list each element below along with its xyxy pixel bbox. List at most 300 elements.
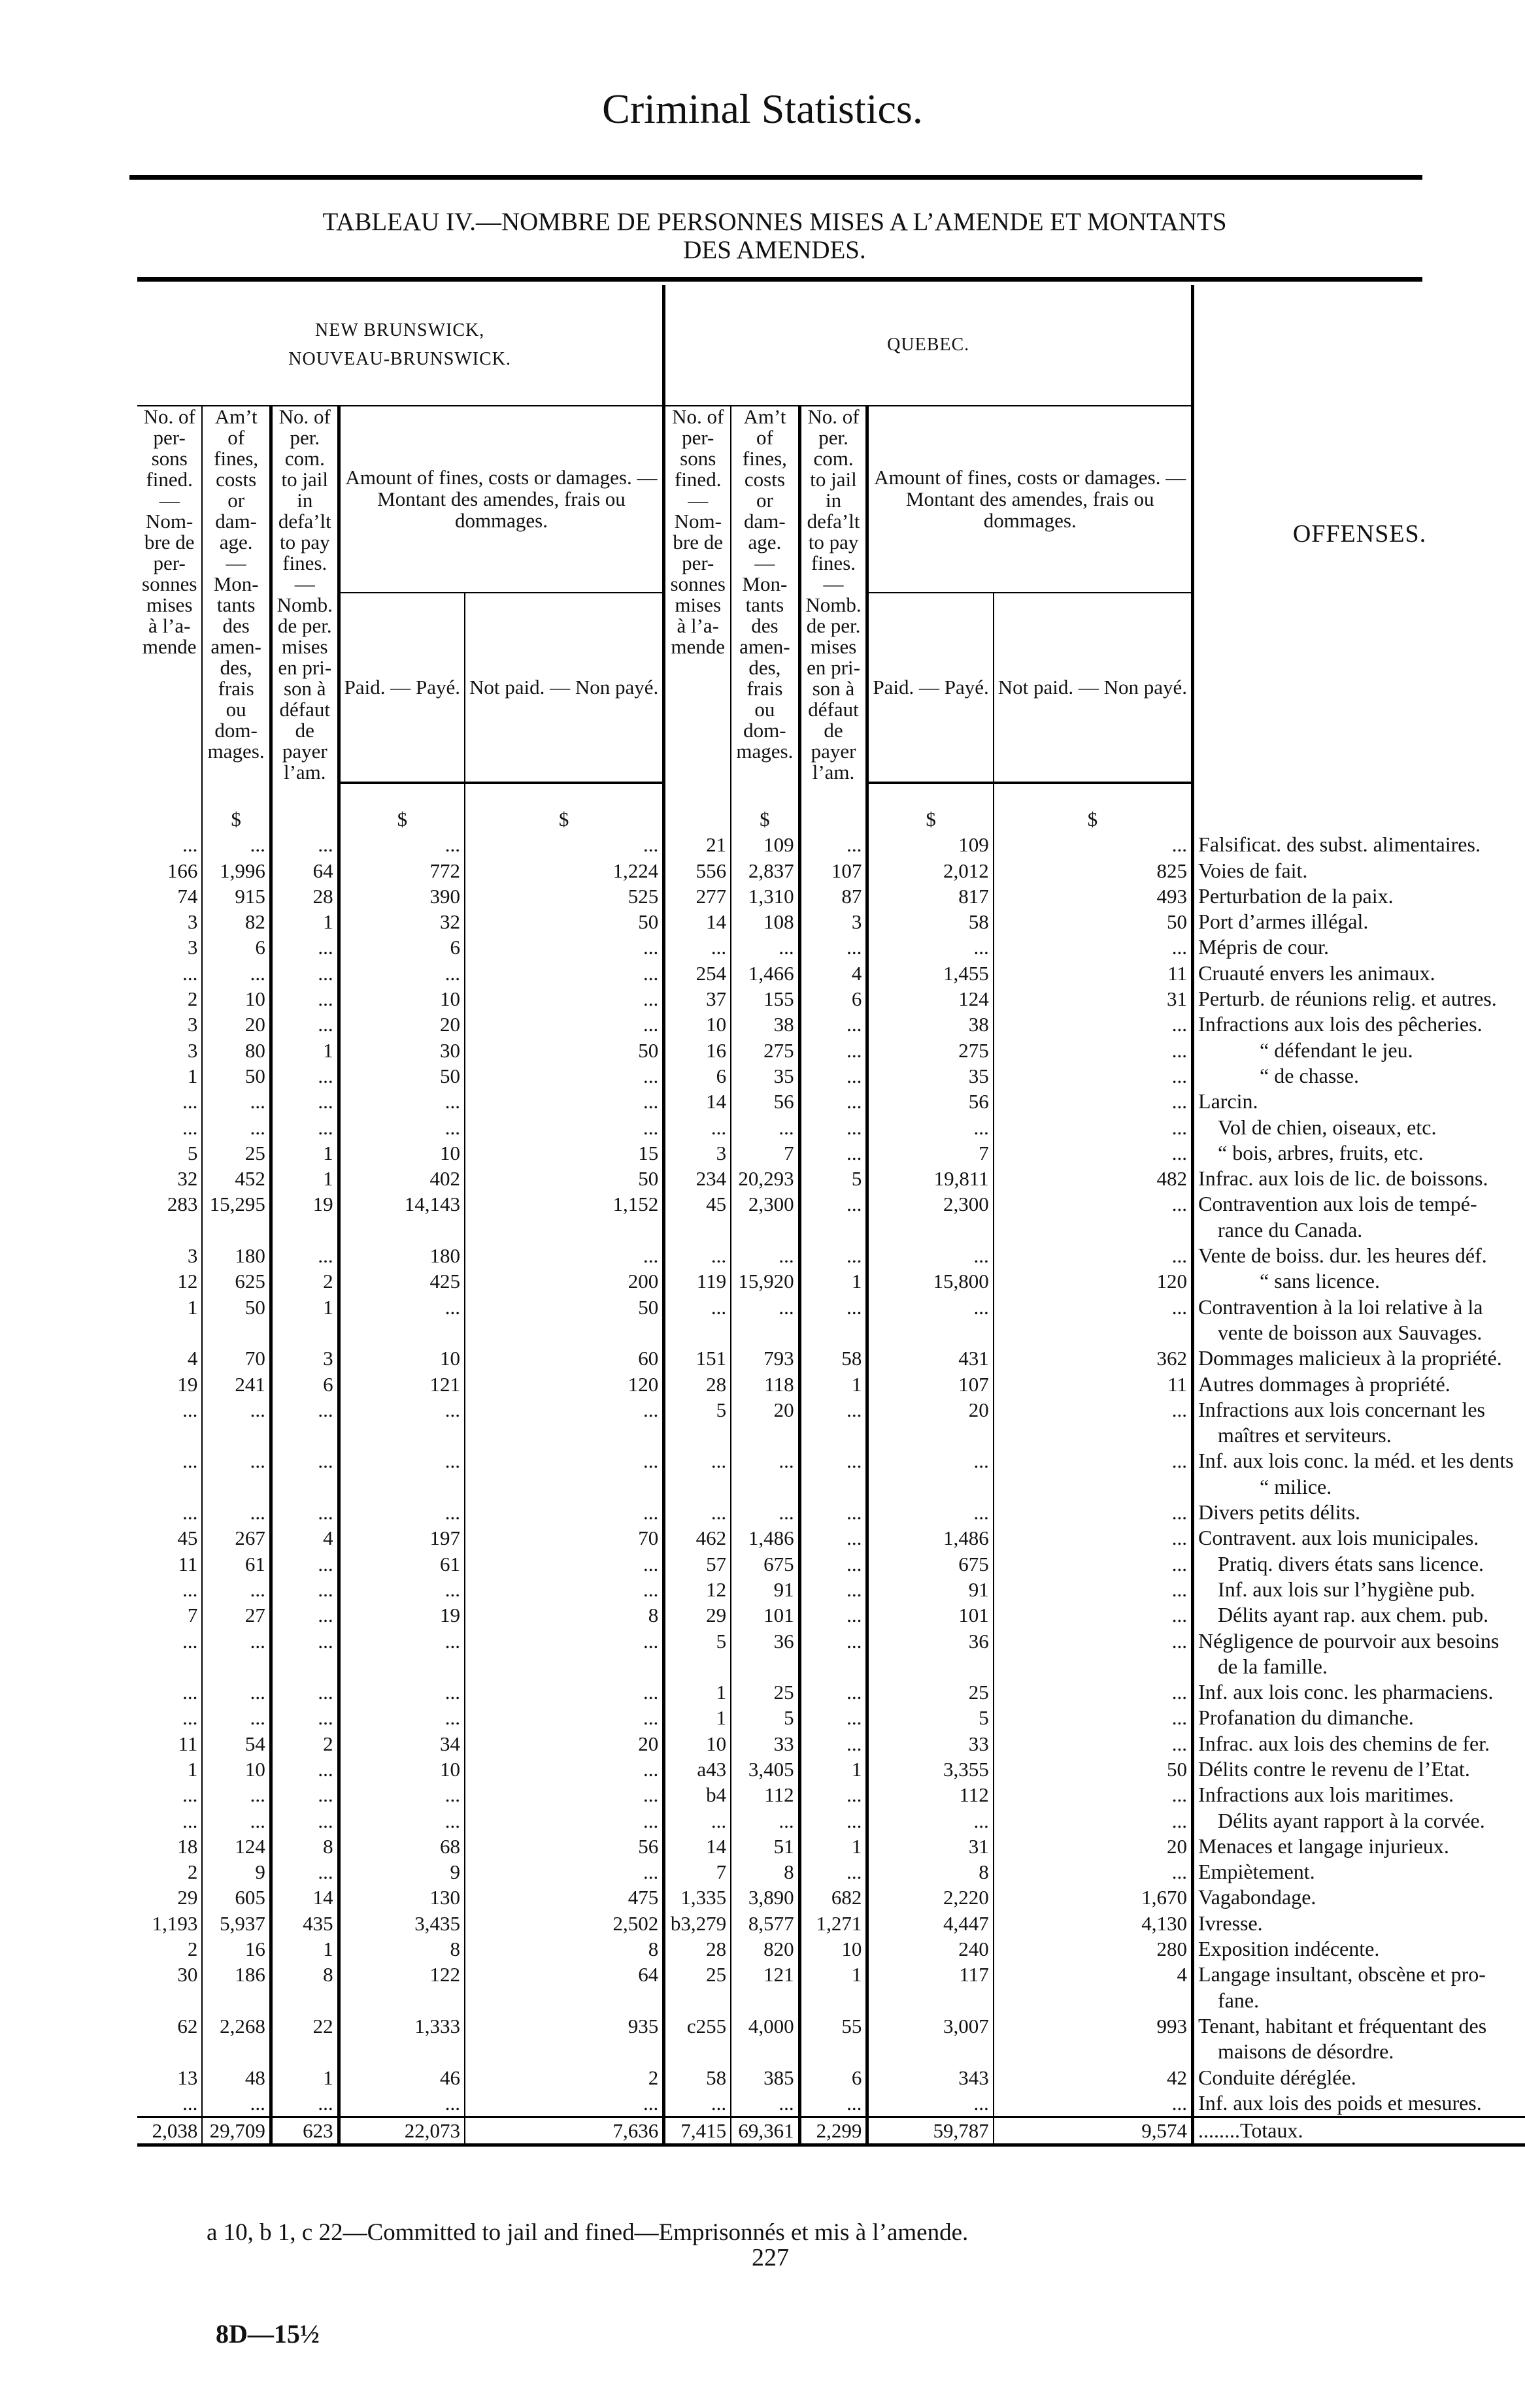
header-qc-amount-paid-unpaid: Amount of fines, costs or damages. — Montant des amendes, frais ou dommages. <box>867 406 1193 593</box>
nb-persons-fined-cell: 1 <box>137 1063 202 1089</box>
qc-amount-paid-cell: 431 <box>867 1345 994 1371</box>
qc-amount-not-paid-cell: ... <box>994 1191 1193 1217</box>
qc-amount-fines-cell <box>731 2039 799 2064</box>
qc-persons-fined-cell: 58 <box>664 2065 731 2090</box>
nb-amount-paid-cell: ... <box>339 1577 465 1602</box>
nb-persons-fined-cell <box>137 1320 202 1345</box>
table-row <box>137 961 1525 986</box>
nb-amount-not-paid-cell: ... <box>465 1679 664 1705</box>
qc-committed-jail-cell: ... <box>799 1243 867 1268</box>
statistics-table <box>137 285 1525 2147</box>
nb-committed-jail-cell: 2 <box>271 1268 339 1294</box>
qc-amount-not-paid-cell: 11 <box>994 1372 1193 1397</box>
nb-amount-paid-cell: 180 <box>339 1243 465 1268</box>
qc-amount-not-paid-cell: 825 <box>994 858 1193 883</box>
qc-committed-jail-cell <box>799 2039 867 2064</box>
header-qc-committed-jail: No. of per. com. to jail in defa’lt to pay fines. — Nomb. de per. mises en pri- son à défaut de payer l’am. <box>799 406 867 783</box>
qc-committed-jail-cell: 1 <box>799 1834 867 1859</box>
nb-amount-paid-cell: 3,435 <box>339 1911 465 1936</box>
nb-persons-fined-cell: 166 <box>137 858 202 883</box>
qc-amount-fines-cell <box>731 1654 799 1679</box>
offense-label: Délits ayant rapport à la corvée. <box>1218 1808 1485 1832</box>
nb-amount-not-paid-cell: ... <box>465 1012 664 1037</box>
nb-amount-paid-cell: ... <box>339 961 465 986</box>
nb-amount-not-paid-cell: ... <box>465 1705 664 1730</box>
nb-persons-fined-cell: ... <box>137 832 202 857</box>
nb-amount-not-paid-cell: ... <box>465 1089 664 1114</box>
table-row <box>137 1885 1525 1910</box>
qc-amount-not-paid-cell <box>994 1474 1193 1500</box>
nb-committed-jail-cell: 64 <box>271 858 339 883</box>
qc-amount-paid-cell <box>867 1423 994 1448</box>
qc-committed-jail-cell: 1 <box>799 1372 867 1397</box>
qc-committed-jail-cell: 55 <box>799 2013 867 2039</box>
qc-amount-paid-cell: 36 <box>867 1628 994 1654</box>
qc-persons-fined-cell <box>664 1217 731 1243</box>
nb-committed-jail-cell: 4 <box>271 1525 339 1551</box>
offense-label: Vagabondage. <box>1198 1885 1316 1909</box>
qc-amount-paid-cell: 8 <box>867 1859 994 1885</box>
qc-amount-fines-cell: 101 <box>731 1602 799 1628</box>
qc-persons-fined-cell: ... <box>664 934 731 960</box>
qc-committed-jail-cell: ... <box>799 1705 867 1730</box>
qc-amount-paid-cell: ... <box>867 1448 994 1474</box>
nb-amount-not-paid-cell: ... <box>465 1577 664 1602</box>
header-nb-amount-paid-unpaid: Amount of fines, costs or damages. — Montant des amendes, frais ou dommages. <box>339 406 664 593</box>
qc-amount-paid-cell: 58 <box>867 909 994 934</box>
nb-amount-fines-cell <box>202 1320 271 1345</box>
nb-amount-not-paid-cell: 2 <box>465 2065 664 2090</box>
qc-amount-paid-cell: 275 <box>867 1038 994 1063</box>
qc-persons-fined-cell: b3,279 <box>664 1911 731 1936</box>
qc-amount-paid-cell: 20 <box>867 1397 994 1423</box>
offense-label: Délits contre le revenu de l’Etat. <box>1198 1757 1470 1781</box>
qc-amount-paid-cell: 3,355 <box>867 1757 994 1782</box>
dollar-sign: $ <box>731 806 799 832</box>
qc-amount-paid-cell <box>867 1988 994 2013</box>
nb-amount-fines-cell: 27 <box>202 1602 271 1628</box>
nb-persons-fined-cell: 3 <box>137 934 202 960</box>
qc-amount-not-paid-cell: 1,670 <box>994 1885 1193 1910</box>
qc-amount-fines-cell: 91 <box>731 1577 799 1602</box>
nb-amount-paid-cell: ... <box>339 1397 465 1423</box>
qc-amount-fines-cell: 35 <box>731 1063 799 1089</box>
offense-label: Vente de boiss. dur. les heures déf. <box>1198 1244 1487 1268</box>
qc-amount-paid-cell <box>867 2039 994 2064</box>
qc-amount-not-paid-cell: ... <box>994 1859 1193 1885</box>
nb-amount-not-paid-cell: 120 <box>465 1372 664 1397</box>
nb-amount-not-paid-cell: 50 <box>465 909 664 934</box>
qc-persons-fined-cell: 10 <box>664 1731 731 1757</box>
nb-committed-jail-cell: ... <box>271 961 339 986</box>
table-row <box>137 1268 1525 1294</box>
nb-amount-paid-cell: 30 <box>339 1038 465 1063</box>
nb-amount-paid-cell: 34 <box>339 1731 465 1757</box>
nb-amount-not-paid-cell: ... <box>465 1115 664 1140</box>
qc-amount-paid-cell: 1,455 <box>867 961 994 986</box>
offense-label: Larcin. <box>1198 1089 1258 1113</box>
nb-amount-not-paid-cell: 8 <box>465 1936 664 1962</box>
nb-amount-fines-cell: ... <box>202 1628 271 1654</box>
nb-committed-jail-cell: ... <box>271 986 339 1012</box>
nb-amount-fines-cell <box>202 1423 271 1448</box>
table-row <box>137 909 1525 934</box>
qc-persons-fined-cell <box>664 1654 731 1679</box>
qc-amount-not-paid-cell: ... <box>994 1448 1193 1474</box>
nb-committed-jail-cell: 3 <box>271 1345 339 1371</box>
nb-amount-not-paid-cell: 935 <box>465 2013 664 2039</box>
header-offenses: OFFENSES. <box>1292 520 1427 548</box>
qc-persons-fined-cell: 57 <box>664 1551 731 1577</box>
nb-amount-fines-cell: ... <box>202 1679 271 1705</box>
qc-amount-fines-cell: 112 <box>731 1782 799 1807</box>
qc-persons-fined-cell: ... <box>664 2090 731 2117</box>
nb-amount-paid-cell: 10 <box>339 986 465 1012</box>
nb-committed-jail-cell: ... <box>271 934 339 960</box>
nb-committed-jail-cell: ... <box>271 1859 339 1885</box>
nb-persons-fined-cell: ... <box>137 1500 202 1525</box>
nb-persons-fined-cell: 32 <box>137 1166 202 1191</box>
qc-persons-fined-cell: 29 <box>664 1602 731 1628</box>
nb-committed-jail-cell: 1 <box>271 1936 339 1962</box>
qc-committed-jail-cell: ... <box>799 1500 867 1525</box>
offense-label: Mépris de cour. <box>1198 935 1329 959</box>
nb-amount-paid-cell <box>339 2039 465 2064</box>
nb-amount-paid-cell: ... <box>339 1679 465 1705</box>
nb-committed-jail-cell: 22 <box>271 2013 339 2039</box>
nb-persons-fined-cell <box>137 1217 202 1243</box>
nb-persons-fined-cell: 5 <box>137 1140 202 1166</box>
qc-amount-not-paid-cell: ... <box>994 1577 1193 1602</box>
nb-amount-not-paid-cell: ... <box>465 1859 664 1885</box>
nb-amount-paid-cell: ... <box>339 1295 465 1320</box>
qc-amount-fines-cell: ... <box>731 1448 799 1474</box>
totals-row <box>137 2117 1525 2145</box>
totals-label: ........Totaux. <box>1193 2117 1525 2145</box>
qc-amount-not-paid-cell <box>994 1423 1193 1448</box>
offense-label: Profanation du dimanche. <box>1198 1706 1414 1730</box>
nb-amount-not-paid-cell: 56 <box>465 1834 664 1859</box>
caption-rule <box>137 277 1422 282</box>
nb-persons-fined-cell: ... <box>137 1628 202 1654</box>
qc-persons-fined-cell: ... <box>664 1448 731 1474</box>
qc-amount-fines-cell <box>731 1474 799 1500</box>
nb-amount-not-paid-cell: ... <box>465 934 664 960</box>
qc-persons-fined-cell: 16 <box>664 1038 731 1063</box>
nb-amount-fines-cell: 605 <box>202 1885 271 1910</box>
qc-amount-fines-cell: 20 <box>731 1397 799 1423</box>
qc-amount-not-paid-cell: ... <box>994 1602 1193 1628</box>
table-row <box>137 1654 1525 1679</box>
nb-persons-fined-cell: 2 <box>137 986 202 1012</box>
qc-committed-jail-cell: 1,271 <box>799 1911 867 1936</box>
qc-amount-not-paid-cell: 280 <box>994 1936 1193 1962</box>
qc-persons-fined-cell: 5 <box>664 1397 731 1423</box>
qc-persons-fined-cell: ... <box>664 1808 731 1834</box>
nb-amount-paid-cell: 197 <box>339 1525 465 1551</box>
qc-amount-paid-cell: 31 <box>867 1834 994 1859</box>
offense-label: vente de boisson aux Sauvages. <box>1218 1320 1483 1344</box>
qc-amount-fines-cell <box>731 1988 799 2013</box>
table-row <box>137 1679 1525 1705</box>
qc-persons-fined-cell <box>664 1474 731 1500</box>
nb-committed-jail-cell: ... <box>271 1705 339 1730</box>
nb-persons-fined-cell: ... <box>137 1577 202 1602</box>
nb-amount-paid-cell: ... <box>339 832 465 857</box>
nb-amount-fines-cell: ... <box>202 1808 271 1834</box>
nb-persons-fined-cell: 3 <box>137 1012 202 1037</box>
qc-amount-fines-cell: ... <box>731 934 799 960</box>
offense-label: Infractions aux lois maritimes. <box>1198 1783 1454 1807</box>
offense-label: maîtres et serviteurs. <box>1218 1423 1392 1447</box>
qc-amount-fines-cell: 275 <box>731 1038 799 1063</box>
dollar-sign: $ <box>339 806 465 832</box>
qc-committed-jail-cell: ... <box>799 1397 867 1423</box>
qc-committed-jail-cell: ... <box>799 1140 867 1166</box>
nb-committed-jail-cell: 28 <box>271 883 339 909</box>
nb-amount-not-paid-cell: ... <box>465 1397 664 1423</box>
nb-amount-fines-cell: 6 <box>202 934 271 960</box>
nb-committed-jail-cell: ... <box>271 1243 339 1268</box>
nb-amount-paid-cell: 50 <box>339 1063 465 1089</box>
qc-amount-fines-cell: 36 <box>731 1628 799 1654</box>
header-nb-paid: Paid. — Payé. <box>339 593 465 783</box>
qc-amount-fines-cell: 3,890 <box>731 1885 799 1910</box>
nb-amount-not-paid-cell: 475 <box>465 1885 664 1910</box>
offense-label: Autres dommages à propriété. <box>1198 1372 1450 1396</box>
qc-amount-not-paid-cell: 493 <box>994 883 1193 909</box>
offense-label: fane. <box>1218 1988 1260 2012</box>
qc-persons-fined-cell: 1 <box>664 1679 731 1705</box>
qc-amount-not-paid-cell <box>994 1320 1193 1345</box>
qc-persons-fined-cell: ... <box>664 1500 731 1525</box>
nb-amount-not-paid-cell <box>465 1988 664 2013</box>
qc-amount-fines-cell: 5 <box>731 1705 799 1730</box>
qc-persons-fined-cell <box>664 1320 731 1345</box>
nb-amount-fines-cell: ... <box>202 961 271 986</box>
qc-committed-jail-cell: ... <box>799 1089 867 1114</box>
nb-amount-paid-cell: 10 <box>339 1757 465 1782</box>
qc-committed-jail-cell: ... <box>799 1525 867 1551</box>
qc-committed-jail-cell: ... <box>799 1551 867 1577</box>
offense-label: Contravention à la loi relative à la <box>1198 1295 1483 1319</box>
qc-committed-jail-cell: 10 <box>799 1936 867 1962</box>
table-row <box>137 1474 1525 1500</box>
nb-persons-fined-cell: 7 <box>137 1602 202 1628</box>
qc-amount-not-paid-cell: 482 <box>994 1166 1193 1191</box>
table-row <box>137 1551 1525 1577</box>
offense-label: Pratiq. divers états sans licence. <box>1218 1551 1484 1575</box>
offense-label: Voies de fait. <box>1198 858 1308 882</box>
nb-amount-paid-cell: 130 <box>339 1885 465 1910</box>
qc-amount-paid-cell: ... <box>867 934 994 960</box>
offense-label: Inf. aux lois conc. la méd. et les dents <box>1198 1449 1514 1473</box>
qc-amount-paid-cell <box>867 1320 994 1345</box>
nb-amount-paid-cell: 10 <box>339 1140 465 1166</box>
table-row <box>137 1834 1525 1859</box>
qc-committed-jail-cell: ... <box>799 1859 867 1885</box>
nb-committed-jail-cell: ... <box>271 1448 339 1474</box>
qc-amount-not-paid-cell: 11 <box>994 961 1193 986</box>
nb-committed-jail-cell: 14 <box>271 1885 339 1910</box>
nb-committed-jail-cell: ... <box>271 1063 339 1089</box>
table-row <box>137 858 1525 883</box>
nb-amount-fines-cell: 124 <box>202 1834 271 1859</box>
qc-amount-not-paid-cell: 9,574 <box>994 2117 1193 2145</box>
qc-amount-paid-cell: 5 <box>867 1705 994 1730</box>
nb-persons-fined-cell: ... <box>137 1115 202 1140</box>
qc-amount-paid-cell: 240 <box>867 1936 994 1962</box>
nb-persons-fined-cell: 12 <box>137 1268 202 1294</box>
qc-amount-fines-cell: 385 <box>731 2065 799 2090</box>
nb-amount-fines-cell: ... <box>202 832 271 857</box>
nb-amount-fines-cell: 5,937 <box>202 1911 271 1936</box>
offense-label: Négligence de pourvoir aux besoins <box>1198 1628 1500 1653</box>
qc-persons-fined-cell: 28 <box>664 1936 731 1962</box>
nb-amount-paid-cell: ... <box>339 1115 465 1140</box>
qc-amount-fines-cell: 20,293 <box>731 1166 799 1191</box>
offense-label: Infractions aux lois des pêcheries. <box>1198 1012 1483 1036</box>
qc-amount-not-paid-cell <box>994 1217 1193 1243</box>
nb-committed-jail-cell: ... <box>271 1782 339 1807</box>
table-row <box>137 1500 1525 1525</box>
qc-persons-fined-cell: 10 <box>664 1012 731 1037</box>
qc-persons-fined-cell: ... <box>664 1295 731 1320</box>
qc-amount-paid-cell: 3,007 <box>867 2013 994 2039</box>
qc-amount-not-paid-cell: ... <box>994 1808 1193 1834</box>
qc-committed-jail-cell <box>799 1320 867 1345</box>
nb-amount-not-paid-cell: 20 <box>465 1731 664 1757</box>
qc-amount-fines-cell: 15,920 <box>731 1268 799 1294</box>
qc-amount-not-paid-cell: ... <box>994 934 1193 960</box>
nb-committed-jail-cell <box>271 1320 339 1345</box>
qc-committed-jail-cell: 58 <box>799 1345 867 1371</box>
nb-committed-jail-cell: 6 <box>271 1372 339 1397</box>
offense-label: Inf. aux lois conc. les pharmaciens. <box>1198 1680 1494 1704</box>
nb-committed-jail-cell: 19 <box>271 1191 339 1217</box>
qc-persons-fined-cell <box>664 2039 731 2064</box>
qc-persons-fined-cell: 277 <box>664 883 731 909</box>
offense-label: Perturb. de réunions relig. et autres. <box>1198 987 1497 1011</box>
qc-committed-jail-cell: ... <box>799 1602 867 1628</box>
nb-amount-paid-cell: ... <box>339 1500 465 1525</box>
qc-amount-not-paid-cell: ... <box>994 1063 1193 1089</box>
qc-amount-not-paid-cell: ... <box>994 832 1193 857</box>
nb-amount-not-paid-cell <box>465 1320 664 1345</box>
qc-committed-jail-cell: 3 <box>799 909 867 934</box>
nb-committed-jail-cell: 1 <box>271 1038 339 1063</box>
offense-label: “ sans licence. <box>1260 1269 1380 1293</box>
qc-committed-jail-cell: ... <box>799 1295 867 1320</box>
qc-amount-fines-cell: 793 <box>731 1345 799 1371</box>
qc-amount-paid-cell: 4,447 <box>867 1911 994 1936</box>
nb-amount-fines-cell: 20 <box>202 1012 271 1037</box>
qc-amount-fines-cell: ... <box>731 1295 799 1320</box>
qc-committed-jail-cell: 4 <box>799 961 867 986</box>
offense-label: Ivresse. <box>1198 1911 1263 1935</box>
qc-amount-fines-cell: 1,466 <box>731 961 799 986</box>
nb-amount-fines-cell: 50 <box>202 1063 271 1089</box>
table-row <box>137 2039 1525 2064</box>
qc-amount-paid-cell: 343 <box>867 2065 994 2090</box>
nb-amount-paid-cell <box>339 1474 465 1500</box>
offense-label: Port d’armes illégal. <box>1198 910 1369 934</box>
qc-amount-paid-cell: 675 <box>867 1551 994 1577</box>
qc-amount-paid-cell: 117 <box>867 1962 994 1987</box>
nb-amount-paid-cell: 9 <box>339 1859 465 1885</box>
nb-persons-fined-cell: 2 <box>137 1859 202 1885</box>
nb-amount-fines-cell <box>202 1474 271 1500</box>
qc-persons-fined-cell <box>664 1423 731 1448</box>
table-row <box>137 1808 1525 1834</box>
qc-committed-jail-cell: ... <box>799 934 867 960</box>
header-qc-paid: Paid. — Payé. <box>867 593 994 783</box>
nb-amount-paid-cell: 6 <box>339 934 465 960</box>
qc-amount-fines-cell: 1,486 <box>731 1525 799 1551</box>
qc-persons-fined-cell: 28 <box>664 1372 731 1397</box>
qc-amount-paid-cell: ... <box>867 1295 994 1320</box>
header-new-brunswick <box>137 285 664 406</box>
qc-amount-paid-cell: 91 <box>867 1577 994 1602</box>
nb-persons-fined-cell <box>137 1988 202 2013</box>
qc-amount-not-paid-cell: ... <box>994 1089 1193 1114</box>
table-row <box>137 1705 1525 1730</box>
qc-amount-paid-cell: 19,811 <box>867 1166 994 1191</box>
page-title: Criminal Statistics. <box>602 86 923 132</box>
nb-persons-fined-cell: 13 <box>137 2065 202 2090</box>
nb-amount-not-paid-cell <box>465 2039 664 2064</box>
qc-amount-not-paid-cell: 42 <box>994 2065 1193 2090</box>
nb-amount-paid-cell: ... <box>339 1089 465 1114</box>
qc-persons-fined-cell: 1 <box>664 1705 731 1730</box>
nb-amount-not-paid-cell: 525 <box>465 883 664 909</box>
header-nb-committed-jail: No. of per. com. to jail in defa’lt to pay fines. — Nomb. de per. mises en pri- son à défaut de payer l’am. <box>271 406 339 783</box>
qc-committed-jail-cell: ... <box>799 1731 867 1757</box>
offense-label: Falsificat. des subst. alimentaires. <box>1198 833 1481 857</box>
nb-persons-fined-cell: 2 <box>137 1936 202 1962</box>
table-row <box>137 1191 1525 1217</box>
offense-label: Infrac. aux lois des chemins de fer. <box>1198 1731 1490 1755</box>
qc-committed-jail-cell <box>799 1474 867 1500</box>
nb-amount-not-paid-cell: 50 <box>465 1038 664 1063</box>
qc-amount-fines-cell: 155 <box>731 986 799 1012</box>
nb-amount-not-paid-cell: 60 <box>465 1345 664 1371</box>
qc-committed-jail-cell <box>799 1217 867 1243</box>
nb-amount-fines-cell: 1,996 <box>202 858 271 883</box>
nb-persons-fined-cell: 45 <box>137 1525 202 1551</box>
nb-persons-fined-cell: 19 <box>137 1372 202 1397</box>
nb-amount-fines-cell: 10 <box>202 1757 271 1782</box>
nb-amount-paid-cell: 8 <box>339 1936 465 1962</box>
qc-committed-jail-cell: ... <box>799 1191 867 1217</box>
qc-amount-not-paid-cell: 993 <box>994 2013 1193 2039</box>
nb-committed-jail-cell: 8 <box>271 1834 339 1859</box>
nb-amount-not-paid-cell <box>465 1474 664 1500</box>
nb-persons-fined-cell: ... <box>137 961 202 986</box>
header-nb-persons-fined: No. of per- sons fined. — Nom- bre de per- sonnes mises à l’a- mende <box>137 406 202 783</box>
qc-amount-paid-cell: 107 <box>867 1372 994 1397</box>
nb-amount-fines-cell: 180 <box>202 1243 271 1268</box>
qc-amount-fines-cell: 109 <box>731 832 799 857</box>
nb-amount-fines-cell: 29,709 <box>202 2117 271 2145</box>
nb-amount-not-paid-cell: 7,636 <box>465 2117 664 2145</box>
table-row <box>137 1063 1525 1089</box>
qc-amount-paid-cell <box>867 1654 994 1679</box>
qc-amount-paid-cell: 124 <box>867 986 994 1012</box>
header-qc-not-paid: Not paid. — Non payé. <box>994 593 1193 783</box>
nb-committed-jail-cell: ... <box>271 1397 339 1423</box>
table-row <box>137 1628 1525 1654</box>
